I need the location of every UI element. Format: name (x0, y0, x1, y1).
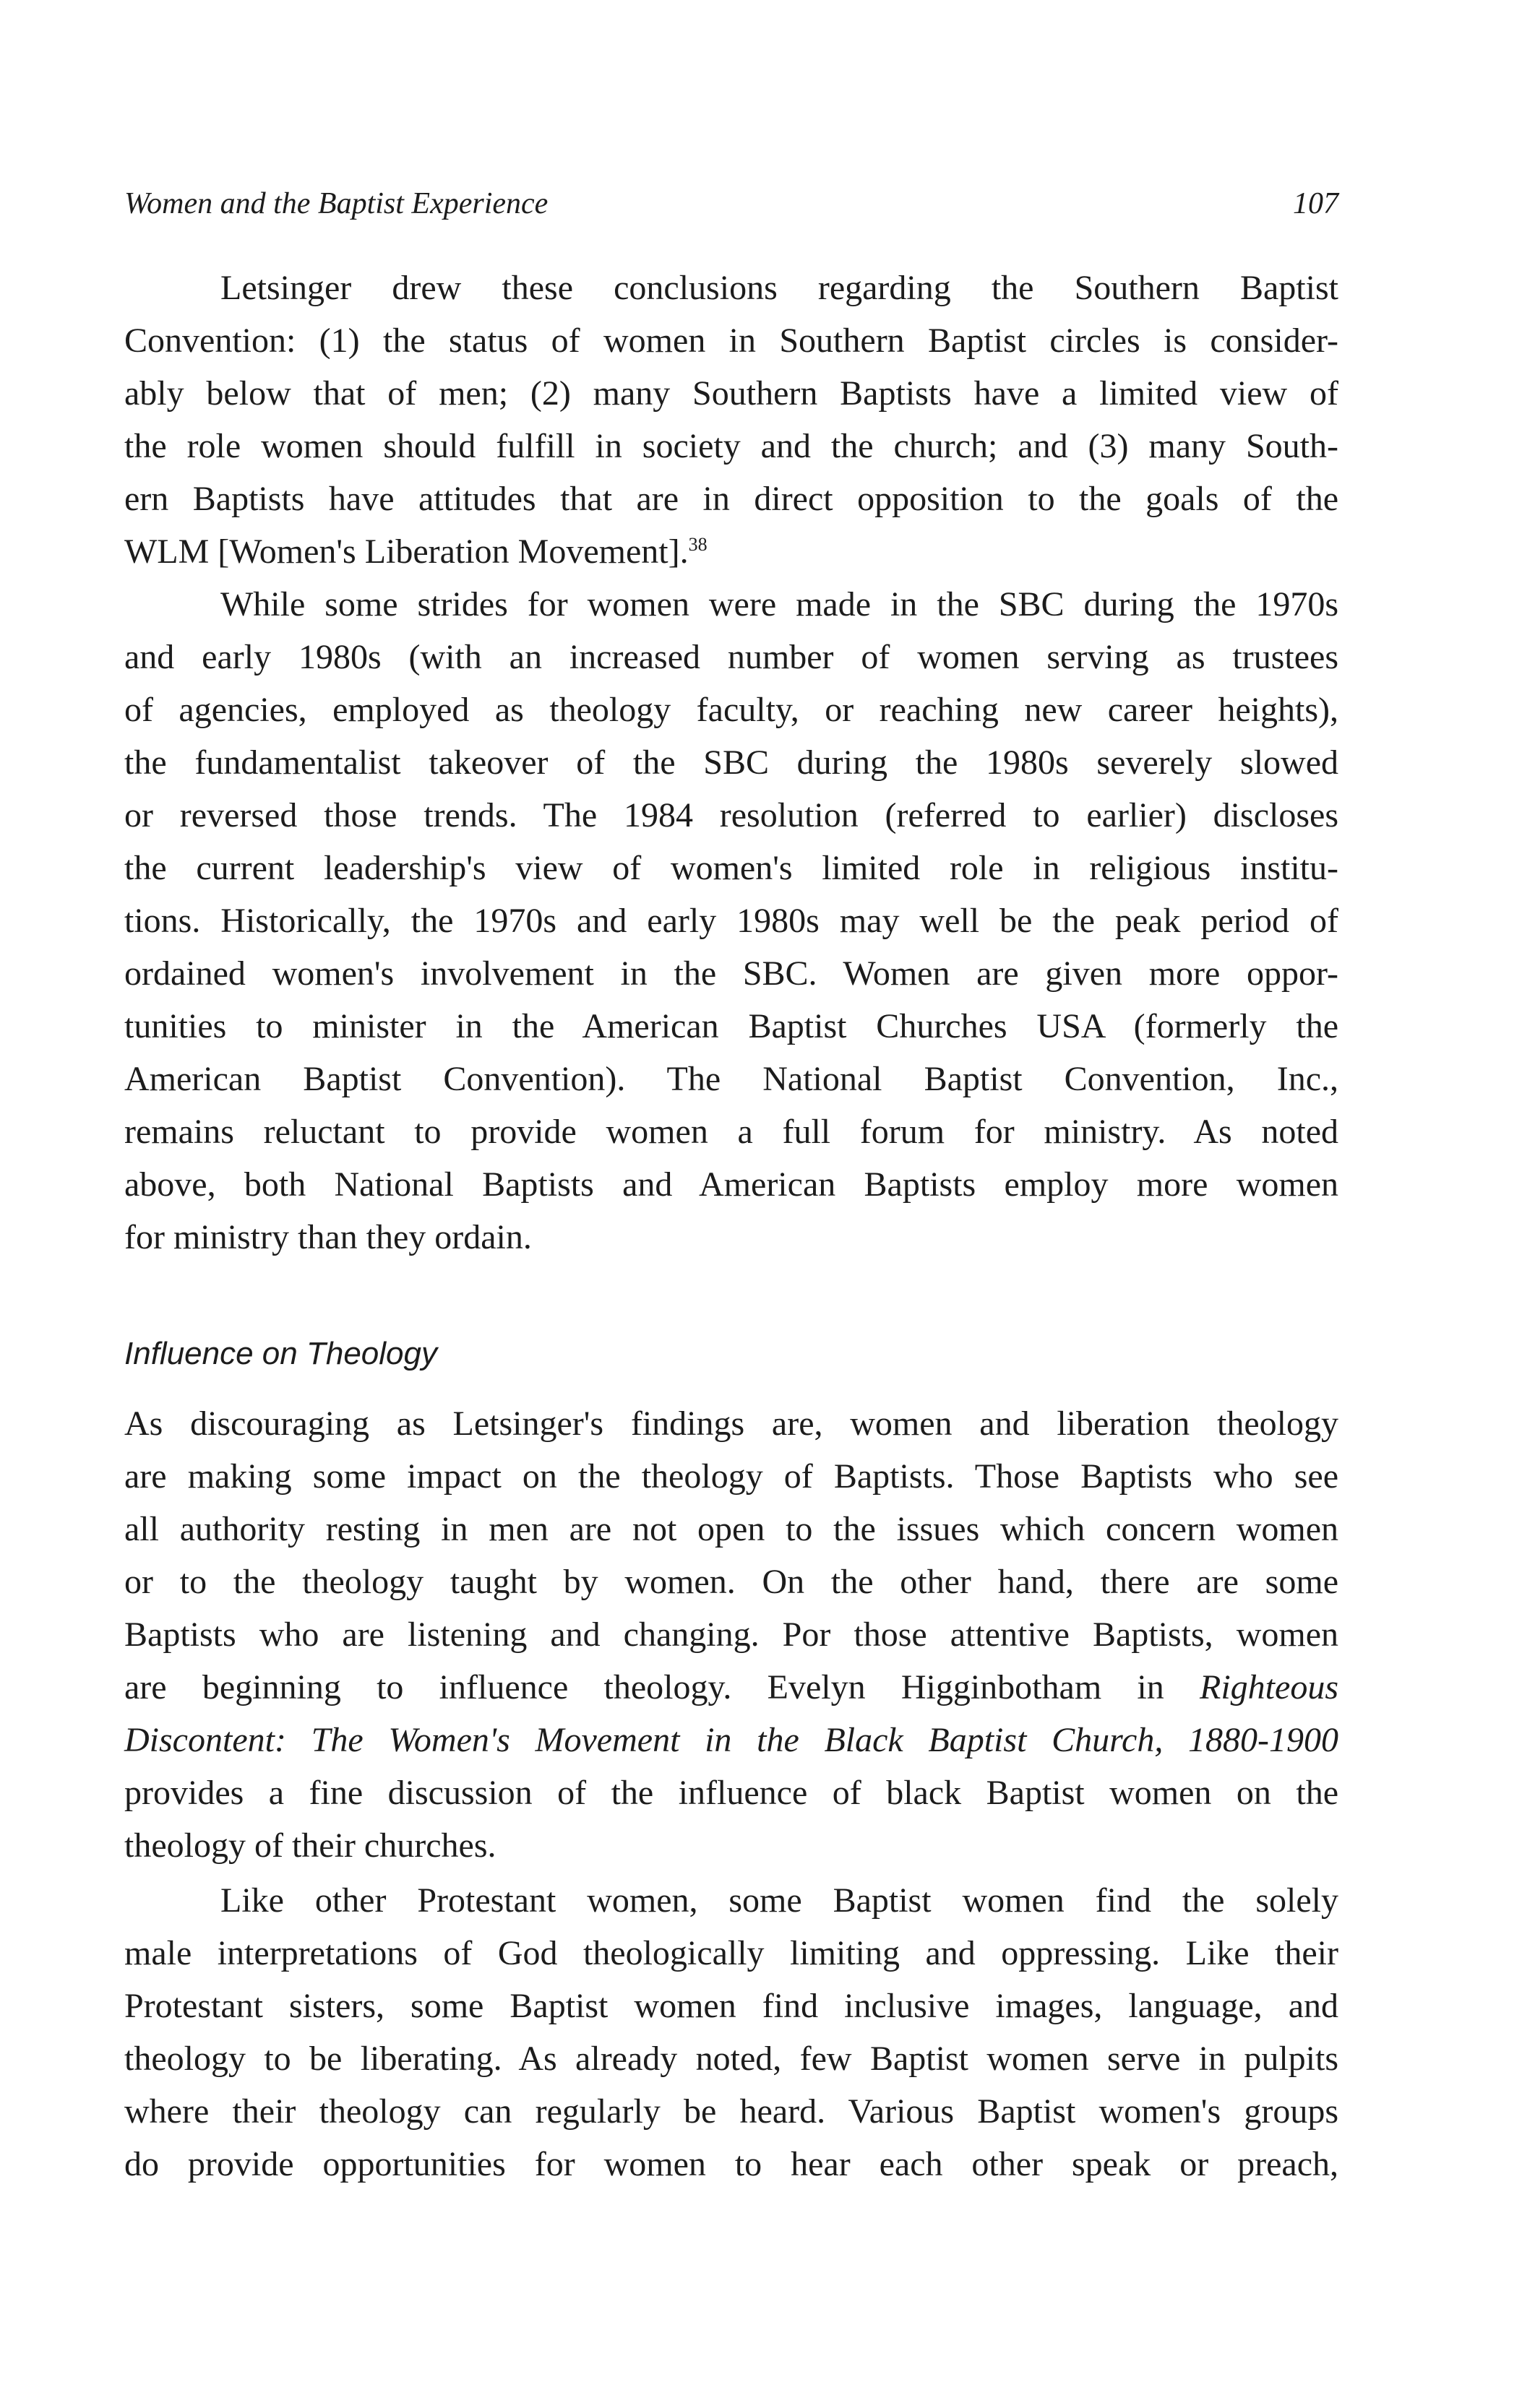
text-line: ordained women's involvement in the SBC. Women are given more oppor- (124, 954, 1338, 993)
text-line: While some strides for women were made in the SBC during the 1970s (220, 585, 1338, 623)
text-line: Protestant sisters, some Baptist women find inclusive images, language, and (124, 1987, 1338, 2025)
text-line: theology of their churches. (124, 1826, 496, 1865)
text-line: Baptists who are listening and changing. Por those attentive Baptists, women (124, 1615, 1338, 1654)
text-line: all authority resting in men are not open to the issues which concern women (124, 1510, 1338, 1548)
text-line: tunities to minister in the American Baptist Churches USA (formerly the (124, 1007, 1338, 1045)
text-line-content: WLM [Women's Liberation Movement]. (124, 532, 689, 571)
text-line: the current leadership's view of women's limited role in religious institu- (124, 849, 1338, 887)
text-line: remains reluctant to provide women a full forum for ministry. As noted (124, 1113, 1338, 1151)
text-line: or to the theology taught by women. On the other hand, there are some (124, 1563, 1338, 1601)
section-heading: Influence on Theology (124, 1336, 437, 1371)
text-line: provides a fine discussion of the influence of black Baptist women on the (124, 1774, 1338, 1812)
text-line-content: are beginning to influence theology. Evelyn Higginbotham in (124, 1668, 1164, 1706)
text-line: above, both National Baptists and American Baptists employ more women (124, 1165, 1338, 1204)
running-head (124, 182, 1338, 225)
paragraph-sbc-strides (124, 578, 1338, 1264)
text-line: Convention: (1) the status of women in Southern Baptist circles is consider- (124, 322, 1338, 360)
text-line: male interpretations of God theologically limiting and oppressing. Like their (124, 1934, 1338, 1972)
text-line: As discouraging as Letsinger's findings are, women and liberation theology (124, 1404, 1338, 1443)
text-line: ably below that of men; (2) many Southern Baptists have a limited view of (124, 374, 1338, 413)
page-number: 107 (1293, 187, 1338, 220)
text-line: or reversed those trends. The 1984 resolution (referred to earlier) discloses (124, 796, 1338, 834)
text-line: American Baptist Convention). The National Baptist Convention, Inc., (124, 1060, 1338, 1098)
text-line: Like other Protestant women, some Baptist women find the solely (220, 1881, 1338, 1920)
text-line: and early 1980s (with an increased number of women serving as trustees (124, 638, 1338, 676)
paragraph-influence-on-theology (124, 1397, 1338, 1872)
text-line: the fundamentalist takeover of the SBC during the 1980s severely slowed (124, 743, 1338, 782)
text-line: Letsinger drew these conclusions regarding the Southern Baptist (220, 269, 1338, 307)
paragraph-protestant-women (124, 1874, 1338, 2191)
text-line: tions. Historically, the 1970s and early 1980s may well be the peak period of (124, 902, 1338, 940)
book-title: Righteous (1200, 1668, 1338, 1706)
running-head-title: Women and the Baptist Experience (124, 187, 549, 220)
text-line: for ministry than they ordain. (124, 1218, 532, 1256)
text-line: where their theology can regularly be heard. Various Baptist women's groups (124, 2092, 1338, 2131)
text-line: are making some impact on the theology of Baptists. Those Baptists who see (124, 1457, 1338, 1496)
text-line: ern Baptists have attitudes that are in direct opposition to the goals of the (124, 480, 1338, 518)
text-line (124, 525, 1338, 578)
paragraph-letsinger-conclusions (124, 262, 1338, 578)
text-line: of agencies, employed as theology faculty, or reaching new career heights), (124, 691, 1338, 729)
text-line: do provide opportunities for women to hear each other speak or preach, (124, 2145, 1338, 2183)
text-line: the role women should fulfill in society and the church; and (3) many South- (124, 427, 1338, 465)
footnote-reference: 38 (688, 534, 708, 555)
text-line (124, 1661, 1338, 1714)
text-line: theology to be liberating. As already noted, few Baptist women serve in pulpits (124, 2040, 1338, 2078)
book-title: Discontent: The Women's Movement in the Black Baptist Church, 1880-1900 (124, 1721, 1338, 1759)
text-line (124, 1714, 1338, 1766)
